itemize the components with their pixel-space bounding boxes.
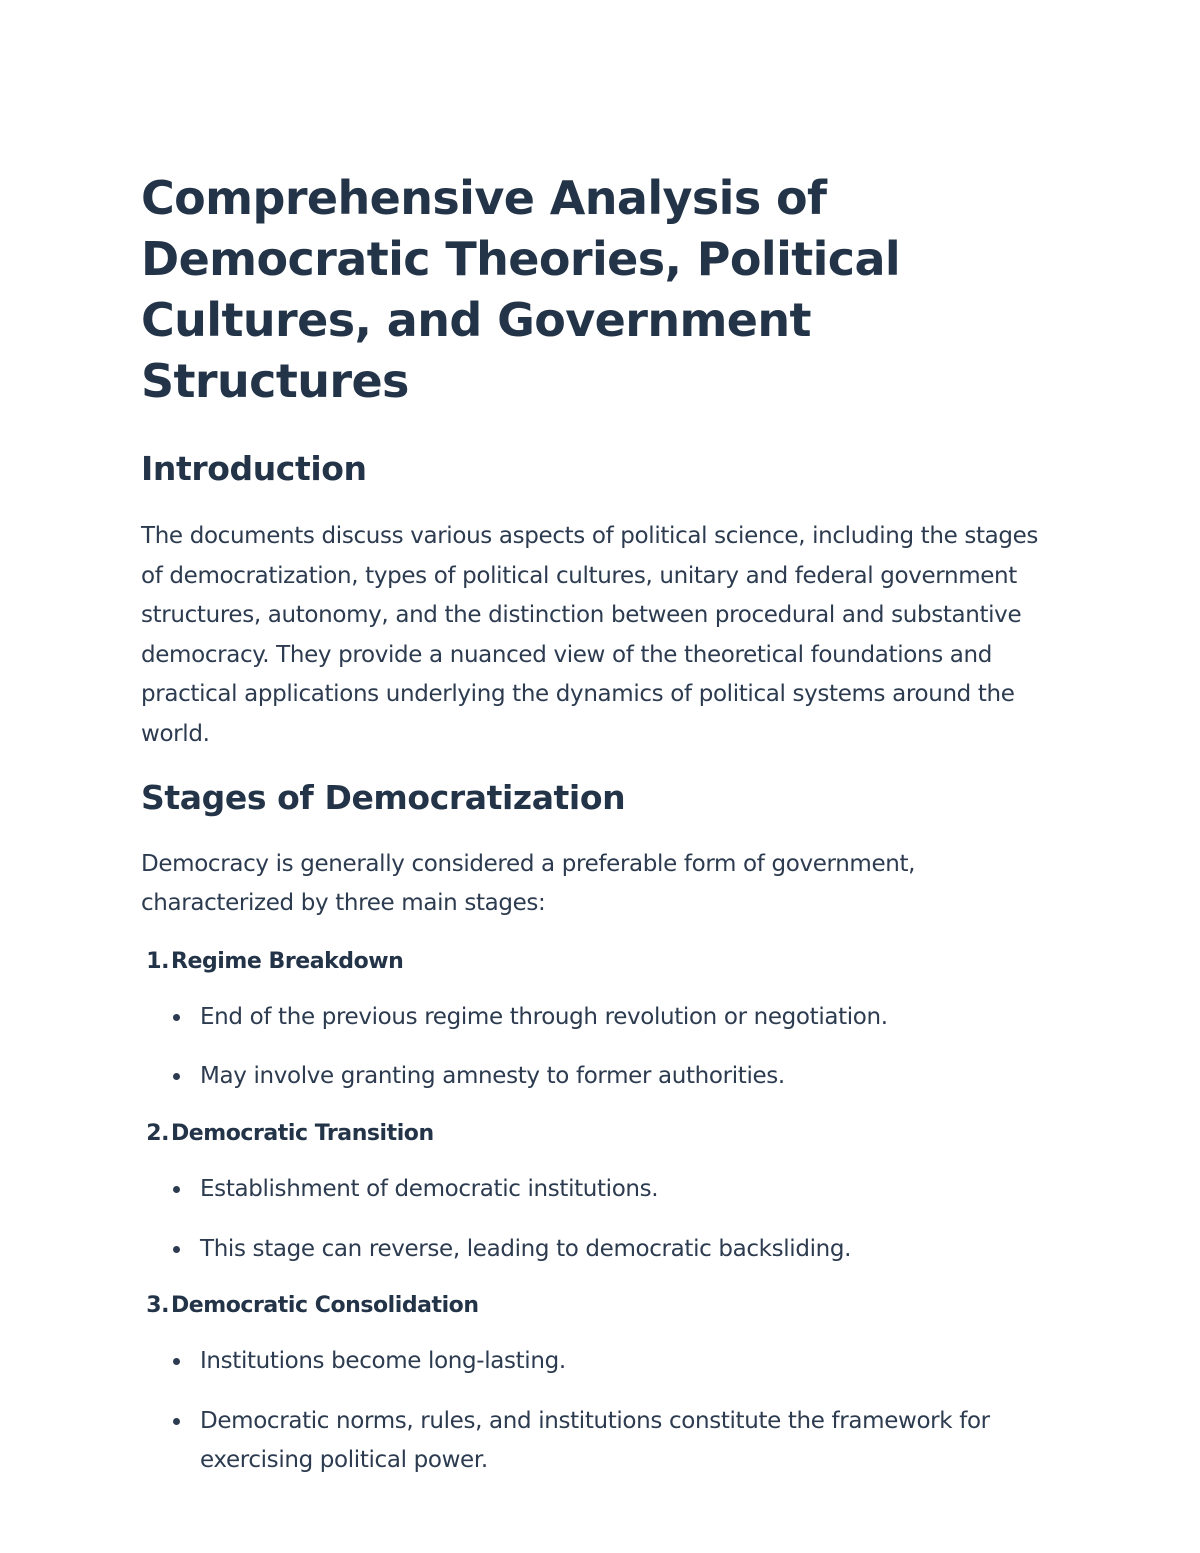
bullet-text: Institutions become long-lasting.	[200, 1348, 566, 1375]
stage-item	[141, 1289, 1061, 1481]
bullet-text: May involve granting amnesty to former authorities.	[200, 1063, 785, 1090]
bullet-icon	[173, 1073, 180, 1080]
bullet-item	[141, 1342, 1061, 1382]
document-page	[141, 168, 1061, 1481]
bullet-text: This stage can reverse, leading to democratic backsliding.	[200, 1235, 852, 1262]
bullet-icon	[173, 1186, 180, 1193]
bullet-item	[141, 998, 1061, 1038]
stage-title-text: Regime Breakdown	[171, 948, 404, 974]
bullet-item	[141, 1170, 1061, 1210]
bullet-icon	[173, 1246, 180, 1253]
bullet-icon	[173, 1358, 180, 1365]
bullet-icon	[173, 1418, 180, 1425]
stage-bullets	[141, 1170, 1061, 1269]
introduction-heading: Introduction	[141, 449, 367, 488]
stage-item	[141, 945, 1061, 1097]
introduction-paragraph: The documents discuss various aspects of political science, including the stages of democratization, types of political cultures, unitary and federal government structures, autonomy, and the distinction between procedural and substantive democracy. They provide a nuanced view of the theoretical foundations and practical applications underlying the dynamics of political systems around the world.	[141, 523, 1039, 747]
stage-bullets	[141, 998, 1061, 1097]
stage-number: 3.	[146, 1293, 169, 1319]
document-title: Comprehensive Analysis of Democratic Theories, Political Cultures, and Government Structures	[141, 171, 901, 408]
bullet-item	[141, 1057, 1061, 1097]
stage-title	[141, 945, 1061, 978]
stage-bullets	[141, 1342, 1061, 1481]
stage-title-text: Democratic Consolidation	[171, 1293, 479, 1319]
stage-title	[141, 1117, 1061, 1150]
bullet-item	[141, 1402, 1061, 1481]
stage-title-text: Democratic Transition	[171, 1120, 434, 1146]
bullet-item	[141, 1230, 1061, 1270]
stage-number: 1.	[146, 948, 169, 974]
bullet-icon	[173, 1014, 180, 1021]
stages-heading: Stages of Democratization	[141, 777, 626, 817]
bullet-text: End of the previous regime through revolution or negotiation.	[200, 1003, 888, 1030]
bullet-text: Democratic norms, rules, and institutions constitute the framework for exercising political power.	[200, 1407, 990, 1474]
bullet-text: Establishment of democratic institutions.	[200, 1175, 659, 1202]
stages-intro-paragraph: Democracy is generally considered a preferable form of government, characterized by three main stages:	[141, 850, 916, 917]
stage-item	[141, 1117, 1061, 1269]
stages-list	[141, 945, 1061, 1481]
stage-number: 2.	[146, 1120, 169, 1146]
stage-title	[141, 1289, 1061, 1322]
